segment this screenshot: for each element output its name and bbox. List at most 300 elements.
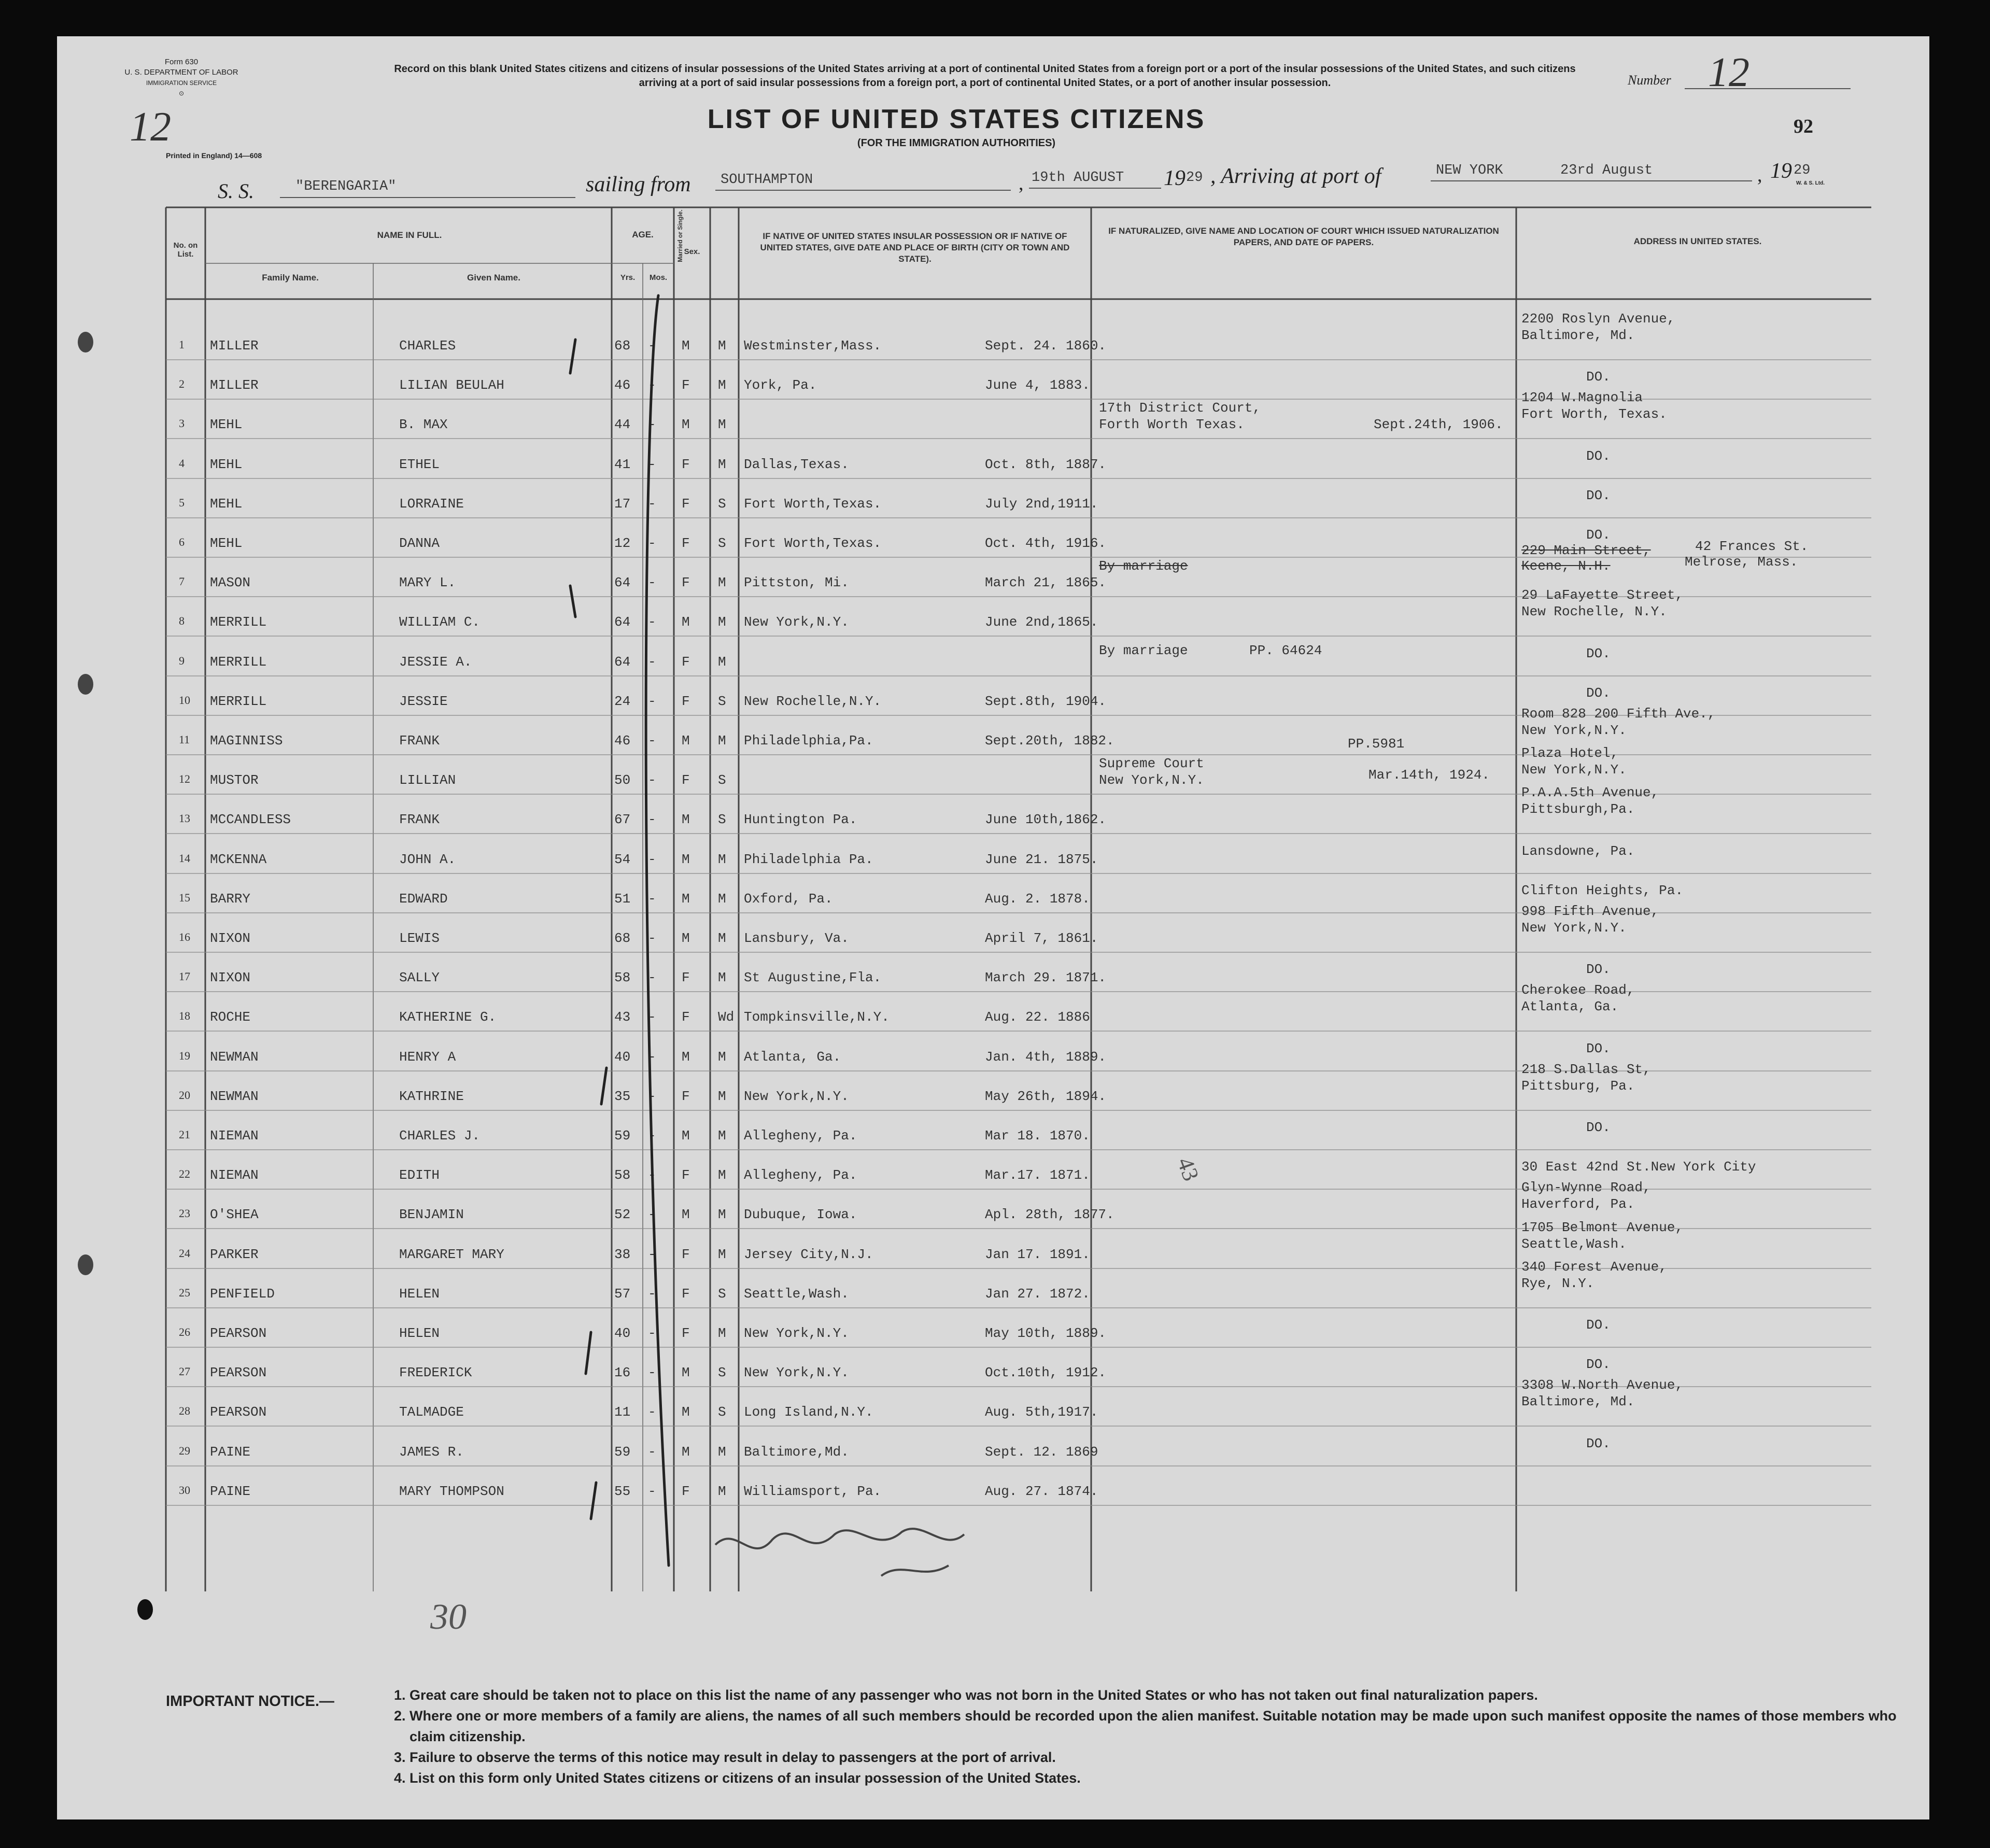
age-years: 58	[614, 970, 631, 985]
age-months: -	[648, 1009, 656, 1025]
given-name: JOHN A.	[399, 852, 456, 867]
age-years: 68	[614, 930, 631, 946]
address-line: Rye, N.Y.	[1521, 1276, 1594, 1291]
given-name: DANNA	[399, 535, 440, 551]
birth-place: Tompkinsville,N.Y.	[744, 1009, 890, 1025]
family-name: MERRILL	[210, 614, 267, 630]
sex: F	[682, 1009, 690, 1025]
age-years: 41	[614, 457, 631, 472]
address-line: Pittsburg, Pa.	[1521, 1078, 1635, 1094]
birth-place: Fort Worth,Texas.	[744, 535, 882, 551]
row-number: 20	[179, 1089, 190, 1102]
address-line: DO.	[1586, 1041, 1611, 1056]
marital-status: M	[718, 1167, 726, 1183]
birth-date: July 2nd,1911.	[985, 496, 1098, 512]
sex: F	[682, 535, 690, 551]
age-years: 52	[614, 1207, 631, 1222]
ss-label: S. S.	[218, 179, 254, 203]
sex: F	[682, 694, 690, 709]
birth-date: Sept.8th, 1904.	[985, 694, 1107, 709]
age-months: -	[648, 1167, 656, 1183]
departure-date: 19th AUGUST	[1032, 170, 1124, 186]
family-name: MEHL	[210, 535, 243, 551]
record-instructions: Record on this blank United States citizens and citizens of insular possessions of the United States arriving at a port of continental United States from a foreign port or a port of the insular possessions of the United States, and such citizens arriving at a port of said insular possessions from a foreign port, a port of continental United States, or a port of another insular possession.	[394, 63, 1576, 89]
family-name: MERRILL	[210, 694, 267, 709]
from-port: SOUTHAMPTON	[721, 172, 813, 188]
address-line: Lansdowne, Pa.	[1521, 843, 1635, 859]
given-name: TALMADGE	[399, 1404, 464, 1420]
marital-status: M	[718, 1089, 726, 1104]
birth-date: June 2nd,1865.	[985, 614, 1098, 630]
row-number: 22	[179, 1167, 190, 1180]
address-line: Plaza Hotel,	[1521, 745, 1619, 761]
row-number: 26	[179, 1325, 190, 1338]
age-years: 64	[614, 614, 631, 630]
family-name: MASON	[210, 575, 251, 590]
departure-year: 29	[1186, 170, 1203, 186]
address-line: Clifton Heights, Pa.	[1521, 883, 1684, 898]
marital-status: M	[718, 338, 726, 354]
address-line: 2200 Roslyn Avenue,	[1521, 311, 1675, 327]
age-years: 24	[614, 694, 631, 709]
row-number: 13	[179, 812, 190, 825]
given-name: FRANK	[399, 733, 440, 749]
birth-date: Oct. 4th, 1916.	[985, 535, 1107, 551]
marital-status: M	[718, 377, 726, 393]
sex: F	[682, 1247, 690, 1262]
age-months: -	[648, 1049, 656, 1065]
marital-status: M	[718, 575, 726, 590]
family-name: ROCHE	[210, 1009, 251, 1025]
marital-status: S	[718, 812, 726, 827]
birth-place: Pittston, Mi.	[744, 575, 849, 590]
notice-heading: IMPORTANT NOTICE.—	[166, 1693, 334, 1710]
naturalization-detail: By marriage	[1099, 558, 1188, 574]
address-line: Seattle,Wash.	[1521, 1236, 1627, 1252]
row-number: 3	[179, 417, 185, 430]
birth-date: March 21, 1865.	[985, 575, 1107, 590]
age-years: 12	[614, 535, 631, 551]
notice-item: 3. Failure to observe the terms of this notice may result in delay to passengers at the port of arrival.	[394, 1750, 1056, 1765]
birth-place: Jersey City,N.J.	[744, 1247, 873, 1262]
given-name: LORRAINE	[399, 496, 464, 512]
pencil-number: 30	[430, 1597, 467, 1637]
age-months: -	[648, 1286, 656, 1302]
birth-date: Mar 18. 1870.	[985, 1128, 1090, 1144]
address-line: Atlanta, Ga.	[1521, 999, 1619, 1014]
birth-place: Westminster,Mass.	[744, 338, 882, 354]
age-years: 59	[614, 1444, 631, 1460]
marital-status: M	[718, 852, 726, 867]
age-months: -	[648, 1404, 656, 1420]
row-number: 16	[179, 930, 190, 943]
given-name: FRANK	[399, 812, 440, 827]
age-years: 55	[614, 1484, 631, 1499]
family-name: MEHL	[210, 496, 243, 512]
arriving-label: , Arriving at port of	[1210, 164, 1381, 188]
birth-place: York, Pa.	[744, 377, 817, 393]
marital-status: Wd	[718, 1009, 735, 1025]
family-name: MAGINNISS	[210, 733, 283, 749]
given-name: MARY L.	[399, 575, 456, 590]
arrival-port: NEW YORK	[1436, 163, 1503, 178]
address-line: 229 Main Street,	[1521, 543, 1651, 558]
row-number: 27	[179, 1365, 190, 1378]
number-label: Number	[1628, 73, 1671, 88]
arrival-date: 23rd August	[1560, 163, 1653, 178]
birth-date: May 26th, 1894.	[985, 1089, 1107, 1104]
birth-date: Aug. 27. 1874.	[985, 1484, 1098, 1499]
marital-status: M	[718, 654, 726, 670]
sex: F	[682, 496, 690, 512]
given-name: EDWARD	[399, 891, 448, 907]
notice-item: 1. Great care should be taken not to place on this list the name of any passenger who was not born in the United States or who has not taken out final naturalization papers.	[394, 1687, 1538, 1703]
address-line: Pittsburgh,Pa.	[1521, 801, 1635, 817]
address-line: DO.	[1586, 1317, 1611, 1333]
sex: M	[682, 812, 690, 827]
birth-place: Philadelphia Pa.	[744, 852, 873, 867]
address-line: DO.	[1586, 646, 1611, 661]
naturalization-detail: PP. 64624	[1249, 643, 1322, 658]
age-years: 50	[614, 772, 631, 788]
col-header-no: No. on List.	[173, 241, 198, 259]
sex: F	[682, 1484, 690, 1499]
address-line: 30 East 42nd St.New York City	[1521, 1159, 1756, 1175]
sex: F	[682, 970, 690, 985]
department-name: U. S. DEPARTMENT OF LABOR	[124, 68, 238, 77]
birth-date: Oct. 8th, 1887.	[985, 457, 1107, 472]
age-months: -	[648, 1444, 656, 1460]
row-number: 21	[179, 1128, 190, 1141]
naturalization-detail: PP.5981	[1348, 736, 1405, 752]
age-years: 57	[614, 1286, 631, 1302]
address-line: Baltimore, Md.	[1521, 328, 1635, 343]
manifest-sheet: Form 630 U. S. DEPARTMENT OF LABOR IMMIGRATION SERVICE ⊙ 12 Printed in England) 14—608 Record on this blank United States citizens and citizens of insular possessions of the United States arriving at a port of continental United States from a foreign port or a port of the insular possessions of the United States, and such citizens arriving at a port of said insular possessions from a foreign port, a port of continental United States, or a port of another insular possession. LIST OF UNITED STATES CITIZENS (FOR THE IMMIGRATION AUTHORITIES) Number 12 92 S. S. "BERENGARIA" sailing from SOUTHAMPTON , 19th AUGUST 19 29 , Arriving at port of NEW YORK 23rd August , 19 29 W. & S. Ltd. No. on List. NAME IN FULL. Family Name. Given Name. AGE. Yrs. Mos. Sex. Married or Single. IF NATIVE OF UNITED STATES INSULAR POSSESSION OR IF NATIVE OF UNITED STATES, GIVE DATE AND PLACE OF BIRTH (CITY OR TOWN AND STATE). IF NATURALIZED, GIVE NAME AND LOCATION OF COURT WHICH ISSUED NATURALIZATION PAPERS, AND DATE OF PAPERS. ADDRESS IN UNITED STATES. 1 MILLER CHARLES 68 - M M Westminster,Mass. Sept. 24. 1860. 2200 Roslyn Avenue, Baltimore, Md. 2 MILLER LILIAN BEULAH 46 - F M York, Pa. June 4, 1883. DO. 3 MEHL B. MAX 44 - M M 17th District Court, Forth Worth Texas. Sept.24th, 1906. 1204 W.Magnolia Fort Worth, Texas. 4 MEHL ETHEL 41 - F M Dallas,Texas. Oct. 8th, 1887. DO. 5 MEHL LORRAINE 17 - F S Fort Worth,Texas. July 2nd,1911. DO. 6 MEHL DANNA 12 - F S Fort Worth,Texas. Oct. 4th, 1916. DO. 7 MASON MARY L. 64 - F M Pittston, Mi. March 21, 1865. By marriage 229 Main Street, Keene, N.H. 42 Frances St. Melrose, Mass. 8 MERRILL WILLIAM C. 64 - M M New York,N.Y. June 2nd,1865. 29 LaFayette Street, New Rochelle, N.Y. 9 MERRILL JESSIE A. 64 - F M By marriage PP. 64624 DO. 10 MERRILL JESSIE 24 - F S New Rochelle,N.Y. Sept.8th, 1904. DO. 11 MAGINNISS FRANK 46 - M M Philadelphia,Pa. Sept.20th, 1882. Room 828 200 Fifth Ave., New York,N.Y. 12 MUSTOR LILLIAN 50 - F S Supreme Court New York,N.Y. PP.5981 Mar.14th, 1924. Plaza Hotel, New York,N.Y. 13 MCCANDLESS FRANK 67 - M S Huntington Pa. June 10th,1862. P.A.A.5th Avenue, Pittsburgh,Pa. 14 MCKENNA JOHN A. 54 - M M Philadelphia Pa. June 21. 1875. Lansdowne, Pa. 15 BARRY EDWARD 51 - M M Oxford, Pa. Aug. 2. 1878. Clifton Heights, Pa. 16 NIXON LEWIS 68 - M M Lansbury, Va. April 7, 1861. 998 Fifth Avenue, New York,N.Y. 17 NIXON SALLY 58 - F M St Augustine,Fla. March 29. 1871. DO. 18 ROCHE KATHERINE G. 43 - F Wd Tompkinsville,N.Y. Aug. 22. 1886 Cherokee Road, Atlanta, Ga. 19 NEWMAN HENRY A 40 - M M Atlanta, Ga. Jan. 4th, 1889. DO. 20 NEWMAN KATHRINE 35 - F M New York,N.Y. May 26th, 1894. 218 S.Dallas St, Pittsburg, Pa. 21 NIEMAN CHARLES J. 59 - M M Allegheny, Pa. Mar 18. 1870. DO. 22 NIEMAN EDITH 58 - F M Allegheny, Pa. Mar.17. 1871. 30 East 42nd St.New York City 23 O'SHEA BENJAMIN 52 - M M Dubuque, Iowa. Apl. 28th, 1877. Glyn-Wynne Road, Haverford, Pa. 24 PARKER MARGARET MARY 38 - F M Jersey City,N.J. Jan 17. 1891. 1705 Belmont Avenue, Seattle,Wash. 25 PENFIELD HELEN 57 - F S Seattle,Wash. Jan 27. 1872. 340 Forest Avenue, Rye, N.Y. 26 PEARSON HELEN 40 - F M New York,N.Y. May 10th, 1889. DO. 27 PEARSON FREDERICK 16 - M S New York,N.Y. Oct.10th, 1912. DO. 28 PEARSON TALMADGE 11 - M S Long Island,N.Y. Aug. 5th,1917. 3308 W.North Avenue, Baltimore, Md. 29 PAINE JAMES R. 59 - M M Baltimore,Md. Sept. 12. 1869 DO. 30 PAINE MARY THOMPSON 55 - F M Williamsport, Pa. Aug. 27. 1874. 43 30 IMPORTANT NOTICE.— 1. Great care should be taken not to place on this list the name of any passenger who was not born in the United States or who has not taken out final naturalization papers. 2. Where one or more members of a family are aliens, the names of all such members should be recorded upon the alien manifest. Suitable notation may be made upon such manifest opposite the names of those members who claim citizenship. 3. Failure to observe the terms of this notice may result in delay to passengers at the port of arrival. 4. List on this form only United States citizens or citizens of an insular possession of the United States.	[57, 36, 1929, 1819]
naturalization-detail: 17th District Court,	[1099, 400, 1261, 416]
margin-number: 12	[130, 104, 171, 150]
row-number: 7	[179, 575, 185, 588]
family-name: MILLER	[210, 338, 259, 354]
family-name: NIEMAN	[210, 1128, 259, 1144]
age-years: 44	[614, 417, 631, 432]
sex: M	[682, 930, 690, 946]
age-months: -	[648, 654, 656, 670]
birth-date: May 10th, 1889.	[985, 1325, 1107, 1341]
given-name: BENJAMIN	[399, 1207, 464, 1222]
birth-date: Aug. 2. 1878.	[985, 891, 1090, 907]
family-name: BARRY	[210, 891, 251, 907]
family-name: MEHL	[210, 457, 243, 472]
family-name: PEARSON	[210, 1325, 267, 1341]
sex: F	[682, 654, 690, 670]
given-name: FREDERICK	[399, 1365, 472, 1380]
row-number: 11	[179, 733, 190, 746]
birth-date: March 29. 1871.	[985, 970, 1107, 985]
birth-place: Seattle,Wash.	[744, 1286, 849, 1302]
marital-status: M	[718, 1325, 726, 1341]
marital-status: M	[718, 930, 726, 946]
age-years: 68	[614, 338, 631, 354]
family-name: PEARSON	[210, 1404, 267, 1420]
marital-status: M	[718, 891, 726, 907]
birth-place: Dallas,Texas.	[744, 457, 849, 472]
row-number: 30	[179, 1484, 190, 1497]
arrival-year: 29	[1794, 163, 1811, 178]
given-name: MARY THOMPSON	[399, 1484, 504, 1499]
sex: F	[682, 1167, 690, 1183]
marital-status: M	[718, 1207, 726, 1222]
row-number: 10	[179, 694, 190, 707]
age-years: 59	[614, 1128, 631, 1144]
age-months: -	[648, 812, 656, 827]
address-line: Keene, N.H.	[1521, 558, 1611, 574]
age-months: -	[648, 496, 656, 512]
birth-date: Aug. 22. 1886	[985, 1009, 1090, 1025]
address-line: DO.	[1586, 488, 1611, 503]
sex: M	[682, 338, 690, 354]
given-name: CHARLES J.	[399, 1128, 481, 1144]
marital-status: M	[718, 970, 726, 985]
given-name: KATHRINE	[399, 1089, 464, 1104]
address-line: 218 S.Dallas St,	[1521, 1062, 1651, 1077]
birth-date: Jan 27. 1872.	[985, 1286, 1090, 1302]
col-header-yrs: Yrs.	[620, 273, 636, 282]
age-months: -	[648, 1247, 656, 1262]
list-number: 12	[1708, 50, 1749, 95]
birth-date: Apl. 28th, 1877.	[985, 1207, 1114, 1222]
col-header-address: ADDRESS IN UNITED STATES.	[1633, 236, 1762, 246]
naturalization-detail: Sept.24th, 1906.	[1374, 417, 1503, 432]
age-years: 67	[614, 812, 631, 827]
address-line: 340 Forest Avenue,	[1521, 1259, 1667, 1275]
birth-place: Dubuque, Iowa.	[744, 1207, 857, 1222]
address-line: Fort Worth, Texas.	[1521, 406, 1667, 422]
address-line: DO.	[1586, 1436, 1611, 1451]
address-line: DO.	[1586, 1357, 1611, 1372]
birth-place: Lansbury, Va.	[744, 930, 849, 946]
address-line: New York,N.Y.	[1521, 920, 1627, 936]
row-number: 18	[179, 1009, 190, 1022]
marital-status: S	[718, 1365, 726, 1380]
row-number: 23	[179, 1207, 190, 1220]
address-line: 1204 W.Magnolia	[1521, 390, 1643, 405]
row-number: 15	[179, 891, 190, 904]
marital-status: M	[718, 1484, 726, 1499]
address-line: DO.	[1586, 527, 1611, 543]
age-months: -	[648, 575, 656, 590]
address-line: 1705 Belmont Avenue,	[1521, 1220, 1684, 1235]
page-subtitle: (FOR THE IMMIGRATION AUTHORITIES)	[857, 137, 1056, 149]
family-name: PARKER	[210, 1247, 259, 1262]
family-name: NEWMAN	[210, 1049, 259, 1065]
row-number: 5	[179, 496, 185, 509]
sex: M	[682, 1128, 690, 1144]
given-name: KATHERINE G.	[399, 1009, 497, 1025]
sex: M	[682, 852, 690, 867]
given-name: SALLY	[399, 970, 440, 985]
row-number: 28	[179, 1404, 190, 1417]
age-years: 35	[614, 1089, 631, 1104]
age-years: 43	[614, 1009, 631, 1025]
birth-date: Sept. 12. 1869	[985, 1444, 1098, 1460]
address-line: New Rochelle, N.Y.	[1521, 604, 1667, 619]
marital-status: M	[718, 733, 726, 749]
birth-date: Mar.17. 1871.	[985, 1167, 1090, 1183]
marital-status: M	[718, 1128, 726, 1144]
page-number: 92	[1794, 116, 1813, 137]
birth-date: Oct.10th, 1912.	[985, 1365, 1107, 1380]
age-years: 11	[614, 1404, 631, 1420]
notice-item: 4. List on this form only United States citizens or citizens of an insular possession of the United States.	[394, 1770, 1081, 1786]
age-months: -	[648, 891, 656, 907]
age-months: -	[648, 970, 656, 985]
birth-place: Williamsport, Pa.	[744, 1484, 882, 1499]
form-number: Form 630	[164, 58, 199, 66]
birth-place: Huntington Pa.	[744, 812, 857, 827]
given-name: HELEN	[399, 1325, 440, 1341]
family-name: PEARSON	[210, 1365, 267, 1380]
family-name: MEHL	[210, 417, 243, 432]
birth-date: Sept.20th, 1882.	[985, 733, 1114, 749]
marital-status: S	[718, 694, 726, 709]
row-number: 24	[179, 1247, 190, 1260]
binder-hole	[78, 674, 93, 695]
given-name: JAMES R.	[399, 1444, 464, 1460]
col-header-native: IF NATIVE OF UNITED STATES INSULAR POSSESSION OR IF NATIVE OF UNITED STATES, GIVE DATE AND PLACE OF BIRTH (CITY OR TOWN AND STATE).	[760, 231, 1070, 264]
birth-place: Long Island,N.Y.	[744, 1404, 873, 1420]
marital-status: S	[718, 1286, 726, 1302]
address-line: 998 Fifth Avenue,	[1521, 904, 1659, 919]
col-header-family: Family Name.	[262, 273, 319, 283]
age-years: 58	[614, 1167, 631, 1183]
sex: F	[682, 377, 690, 393]
birth-place: New York,N.Y.	[744, 1325, 849, 1341]
binder-hole	[78, 332, 93, 352]
sex: M	[682, 1365, 690, 1380]
page-title: LIST OF UNITED STATES CITIZENS	[707, 104, 1206, 134]
family-name: PENFIELD	[210, 1286, 275, 1302]
age-months: -	[648, 417, 656, 432]
sex: M	[682, 614, 690, 630]
given-name: LILLIAN	[399, 772, 456, 788]
sex: F	[682, 772, 690, 788]
birth-date: Aug. 5th,1917.	[985, 1404, 1098, 1420]
birth-place: New York,N.Y.	[744, 614, 849, 630]
ship-name: "BERENGARIA"	[295, 179, 397, 194]
sex: M	[682, 417, 690, 432]
address-line: 42 Frances St.	[1695, 539, 1809, 554]
sex: F	[682, 1286, 690, 1302]
binder-hole	[78, 1254, 93, 1275]
naturalization-detail: Forth Worth Texas.	[1099, 417, 1245, 432]
address-line: Cherokee Road,	[1521, 982, 1635, 998]
row-number: 6	[179, 535, 185, 548]
address-line: DO.	[1586, 448, 1611, 464]
birth-place: Allegheny, Pa.	[744, 1128, 857, 1144]
naturalization-detail: Supreme Court	[1099, 756, 1204, 771]
family-name: NIXON	[210, 930, 251, 946]
birth-place: St Augustine,Fla.	[744, 970, 882, 985]
address-line: DO.	[1586, 685, 1611, 701]
marital-status: S	[718, 535, 726, 551]
given-name: LILIAN BEULAH	[399, 377, 504, 393]
birth-place: Fort Worth,Texas.	[744, 496, 882, 512]
birth-place: Oxford, Pa.	[744, 891, 833, 907]
age-years: 16	[614, 1365, 631, 1380]
given-name: CHARLES	[399, 338, 456, 354]
stamp-number: 43	[1172, 1154, 1204, 1184]
family-name: MILLER	[210, 377, 259, 393]
birth-date: June 21. 1875.	[985, 852, 1098, 867]
birth-date: April 7, 1861.	[985, 930, 1098, 946]
sex: F	[682, 575, 690, 590]
family-name: MERRILL	[210, 654, 267, 670]
given-name: B. MAX	[399, 417, 448, 432]
naturalization-detail: By marriage	[1099, 643, 1188, 658]
row-number: 8	[179, 614, 185, 627]
family-name: MCKENNA	[210, 852, 267, 867]
birth-place: Atlanta, Ga.	[744, 1049, 841, 1065]
address-line: Room 828 200 Fifth Ave.,	[1521, 706, 1716, 722]
age-years: 17	[614, 496, 631, 512]
col-header-sex: Sex.	[684, 247, 700, 256]
row-number: 19	[179, 1049, 190, 1062]
given-name: LEWIS	[399, 930, 440, 946]
age-months: -	[648, 457, 656, 472]
address-line: 3308 W.North Avenue,	[1521, 1377, 1684, 1393]
col-header-naturalized: IF NATURALIZED, GIVE NAME AND LOCATION OF COURT WHICH ISSUED NATURALIZATION PAPERS, AND DATE OF PAPERS.	[1108, 226, 1499, 247]
age-months: -	[648, 930, 656, 946]
given-name: HENRY A	[399, 1049, 456, 1065]
row-number: 17	[179, 970, 190, 983]
birth-place: New Rochelle,N.Y.	[744, 694, 882, 709]
naturalization-detail: Mar.14th, 1924.	[1368, 767, 1490, 783]
row-number: 9	[179, 654, 185, 667]
marital-status: S	[718, 496, 726, 512]
age-months: -	[648, 1484, 656, 1499]
address-line: New York,N.Y.	[1521, 723, 1627, 738]
age-months: -	[648, 1325, 656, 1341]
address-line: Baltimore, Md.	[1521, 1394, 1635, 1409]
row-number: 4	[179, 457, 185, 470]
row-number: 1	[179, 338, 185, 351]
given-name: MARGARET MARY	[399, 1247, 504, 1262]
signature	[705, 1503, 975, 1591]
age-months: -	[648, 1089, 656, 1104]
age-months: -	[648, 377, 656, 393]
arrival-year-prefix: 19	[1770, 159, 1792, 183]
birth-date: Jan. 4th, 1889.	[985, 1049, 1107, 1065]
row-number: 2	[179, 377, 185, 390]
address-line: Melrose, Mass.	[1685, 554, 1798, 570]
service-name: IMMIGRATION SERVICE	[146, 79, 217, 87]
age-years: 46	[614, 377, 631, 393]
birth-date: June 10th,1862.	[985, 812, 1107, 827]
marital-status: M	[718, 1444, 726, 1460]
birth-place: Philadelphia,Pa.	[744, 733, 873, 749]
handwritten-marks	[57, 36, 1929, 1819]
sex: M	[682, 891, 690, 907]
birth-place: New York,N.Y.	[744, 1365, 849, 1380]
address-line: DO.	[1586, 962, 1611, 977]
address-line: Haverford, Pa.	[1521, 1196, 1635, 1212]
marital-status: M	[718, 1247, 726, 1262]
col-header-given: Given Name.	[467, 273, 520, 283]
departure-year-prefix: 19	[1164, 166, 1185, 190]
sex: F	[682, 457, 690, 472]
address-line: DO.	[1586, 369, 1611, 385]
given-name: EDITH	[399, 1167, 440, 1183]
